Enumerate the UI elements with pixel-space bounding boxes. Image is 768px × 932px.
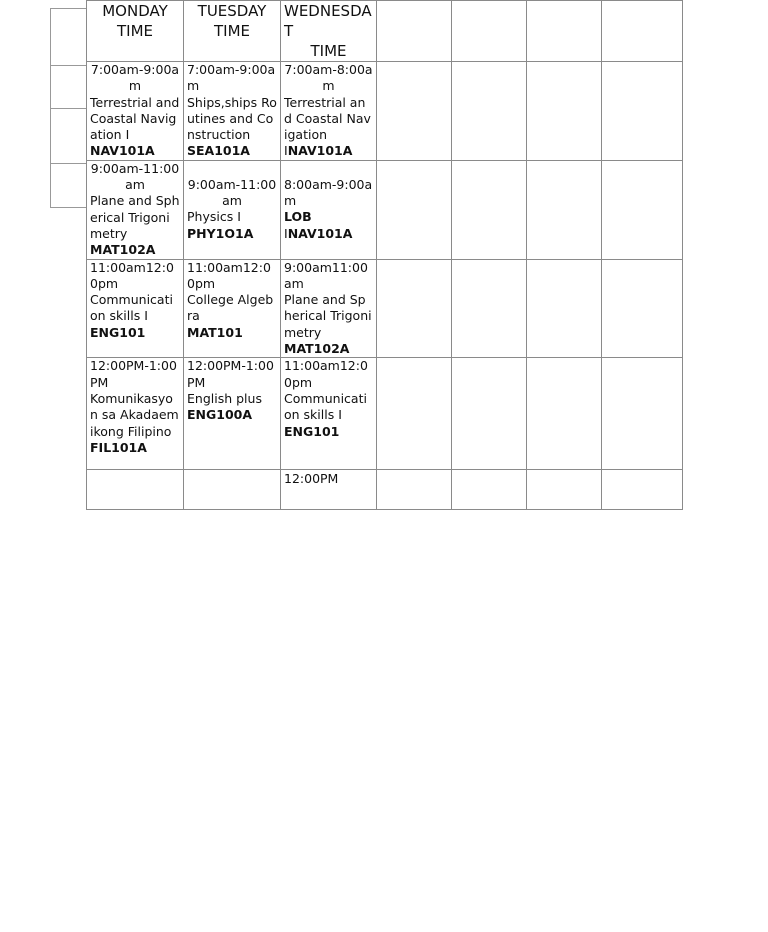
schedule-cell: [87, 62, 184, 161]
schedule-cell: [281, 358, 377, 470]
course-code: MAT101: [187, 324, 243, 340]
empty-cell: [377, 470, 452, 510]
margin-bracket-tick: [50, 8, 87, 9]
table-row: [87, 62, 683, 161]
empty-cell: [377, 358, 452, 470]
margin-bracket-tick: [50, 65, 87, 66]
class-time: 12:00PM-1:00PM: [187, 358, 274, 390]
course-code: NAV101A: [90, 143, 155, 159]
column-header-tuesday: TUESDAY TIME: [184, 1, 281, 62]
class-title: Plane and Spherical Trigonimetry: [90, 193, 180, 241]
column-header-wednesday: WEDNESDA T TIME: [281, 1, 377, 62]
class-title: Communication skills I: [284, 390, 367, 423]
table-row: [87, 470, 683, 510]
table-row: [87, 259, 683, 358]
schedule-cell: [87, 259, 184, 358]
class-time: 9:00am-11:00am: [90, 160, 180, 193]
course-code: ENG101: [284, 423, 340, 439]
empty-cell: [527, 1, 602, 62]
table-row: [87, 358, 683, 470]
course-code: FIL101A: [90, 439, 147, 455]
course-code: ENG100A: [187, 407, 253, 423]
empty-cell: [527, 259, 602, 358]
empty-cell: [452, 62, 527, 161]
course-code: ENG101: [90, 324, 146, 340]
course-code: LOB: [284, 209, 312, 225]
class-title: Plane and Spherical Trigonimetry: [284, 292, 372, 340]
empty-cell: [377, 160, 452, 259]
class-title: Communication skills I: [90, 292, 173, 324]
empty-cell: [527, 470, 602, 510]
empty-cell: [377, 62, 452, 161]
course-code: INAV101A: [284, 143, 353, 159]
schedule-cell: [184, 160, 281, 259]
course-code: MAT102A: [284, 341, 350, 357]
class-time: 12:00PM: [284, 471, 339, 487]
course-code: INAV101A: [284, 225, 353, 241]
schedule-cell: [281, 62, 377, 161]
class-title: Physics I: [187, 209, 241, 225]
empty-cell: [452, 1, 527, 62]
class-time: 8:00am-9:00am: [284, 176, 373, 209]
class-title: Terrestrial and Coastal Navigation: [284, 94, 371, 143]
class-time: 11:00am12:00pm: [187, 259, 271, 291]
course-code: SEA101A: [187, 143, 250, 159]
empty-cell: [452, 470, 527, 510]
class-time: 7:00am-9:00am: [187, 62, 276, 94]
course-code: MAT102A: [90, 242, 156, 258]
class-title: English plus: [187, 390, 262, 406]
header-row: [87, 1, 683, 62]
schedule-cell: [87, 470, 184, 510]
schedule-cell: [281, 259, 377, 358]
class-time: 12:00PM-1:00PM: [90, 358, 177, 390]
class-time: 9:00am-11:00am: [187, 176, 277, 209]
empty-cell: [527, 62, 602, 161]
class-title: Ships,ships Routines and Construction: [187, 94, 277, 143]
class-time: 7:00am-9:00am: [90, 62, 180, 94]
margin-bracket-tick: [50, 108, 87, 109]
empty-cell: [452, 259, 527, 358]
column-header-monday: MONDAY TIME: [87, 1, 184, 62]
margin-bracket-tick: [50, 207, 87, 208]
empty-cell: [527, 160, 602, 259]
empty-cell: [602, 1, 683, 62]
class-schedule: [86, 0, 682, 487]
course-code: PHY1O1A: [187, 225, 254, 241]
empty-cell: [452, 358, 527, 470]
schedule-cell: [281, 160, 377, 259]
empty-cell: [602, 160, 683, 259]
empty-cell: [602, 470, 683, 510]
schedule-cell: [87, 358, 184, 470]
schedule-cell: [184, 62, 281, 161]
class-time: 11:00am12:00pm: [284, 358, 368, 390]
schedule-cell: [281, 470, 377, 510]
schedule-table: [86, 0, 683, 510]
class-title: College Algebra: [187, 292, 274, 324]
empty-cell: [602, 62, 683, 161]
class-time: 11:00am12:00pm: [90, 259, 174, 291]
class-time: 9:00am11:00am: [284, 259, 368, 291]
empty-cell: [452, 160, 527, 259]
schedule-cell: [184, 259, 281, 358]
class-title: Komunikasyon sa Akadaemikong Filipino: [90, 390, 179, 439]
empty-cell: [377, 259, 452, 358]
schedule-cell: [184, 358, 281, 470]
empty-cell: [602, 259, 683, 358]
empty-cell: [377, 1, 452, 62]
table-row: [87, 160, 683, 259]
schedule-cell: [87, 160, 184, 259]
class-time: 7:00am-8:00am: [284, 62, 373, 94]
empty-cell: [602, 358, 683, 470]
class-title: Terrestrial and Coastal Navigation I: [90, 94, 180, 143]
schedule-cell: [184, 470, 281, 510]
margin-bracket-tick: [50, 163, 87, 164]
empty-cell: [527, 358, 602, 470]
